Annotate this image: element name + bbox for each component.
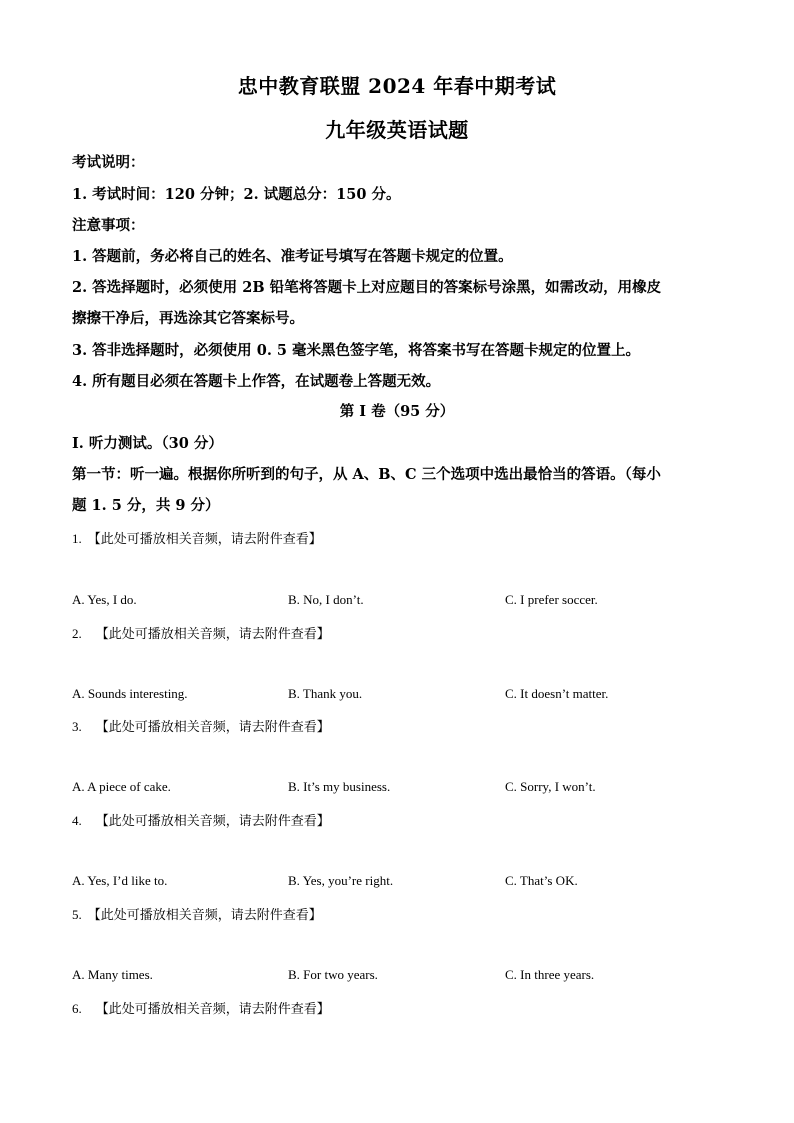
option-b: B. Thank you. (288, 686, 363, 701)
option-c: C. In three years. (505, 967, 595, 982)
option-b: B. It’s my business. (288, 779, 391, 794)
audio-placeholder: 【此处可播放相关音频，请去附件查看】 (95, 626, 330, 641)
exam-instructions-heading: 考试说明： (72, 154, 145, 171)
note-2-line-1: 2. 答选择题时，必须使用 2B 铅笔将答题卡上对应题目的答案标号涂黑，如需改动，用橡皮 (72, 279, 662, 296)
option-c: C. It doesn’t matter. (505, 686, 609, 701)
note-1: 1. 答题前，务必将自己的姓名、准考证号填写在答题卡规定的位置。 (72, 248, 513, 265)
option-a: A. Yes, I’d like to. (72, 873, 168, 888)
question-3-options (72, 779, 722, 799)
question-number: 3. (72, 719, 82, 734)
note-2-line-2: 擦擦干净后，再选涂其它答案标号。 (72, 310, 304, 327)
option-a: A. Yes, I do. (72, 592, 137, 607)
audio-placeholder: 【此处可播放相关音频，请去附件查看】 (95, 813, 330, 828)
part-1-heading: 第 I 卷（95 分） (339, 403, 455, 420)
audio-placeholder: 【此处可播放相关音频，请去附件查看】 (87, 531, 322, 546)
question-5-prompt (72, 904, 322, 923)
audio-placeholder: 【此处可播放相关音频，请去附件查看】 (95, 719, 330, 734)
audio-placeholder: 【此处可播放相关音频，请去附件查看】 (95, 1001, 330, 1016)
question-number: 4. (72, 813, 82, 828)
exam-subtitle: 九年级英语试题 (325, 118, 469, 142)
option-c: C. That’s OK. (505, 873, 578, 888)
question-2-prompt (72, 623, 330, 642)
section-1-instructions-line-1: 第一节：听一遍。根据你所听到的句子，从 A、B、C 三个选项中选出最恰当的答语。（每小 (72, 466, 661, 483)
question-3-prompt (72, 716, 330, 735)
option-b: B. Yes, you’re right. (288, 873, 394, 888)
question-4-prompt (72, 810, 330, 829)
question-number: 6. (72, 1001, 82, 1016)
note-3: 3. 答非选择题时，必须使用 0. 5 毫米黑色签字笔，将答案书写在答题卡规定的位置上。 (72, 342, 641, 359)
option-a: A. Many times. (72, 967, 153, 982)
question-number: 2. (72, 626, 82, 641)
option-c: C. Sorry, I won’t. (505, 779, 596, 794)
question-5-options (72, 967, 722, 987)
note-4: 4. 所有题目必须在答题卡上作答，在试题卷上答题无效。 (72, 373, 441, 390)
question-number: 1. (72, 531, 82, 546)
question-1-prompt (72, 528, 322, 547)
option-b: B. No, I don’t. (288, 592, 364, 607)
option-b: B. For two years. (288, 967, 378, 982)
exam-time-info: 1. 考试时间：120 分钟；2. 试题总分：150 分。 (72, 186, 401, 203)
option-a: A. A piece of cake. (72, 779, 171, 794)
listening-section-title: I. 听力测试。（30 分） (72, 435, 223, 452)
option-a: A. Sounds interesting. (72, 686, 188, 701)
audio-placeholder: 【此处可播放相关音频，请去附件查看】 (87, 907, 322, 922)
question-1-options (72, 592, 722, 612)
question-6-prompt (72, 998, 330, 1017)
notes-heading: 注意事项： (72, 217, 145, 234)
question-4-options (72, 873, 722, 893)
question-number: 5. (72, 907, 82, 922)
question-2-options (72, 686, 722, 706)
section-1-instructions-line-2: 题 1. 5 分，共 9 分） (72, 497, 220, 514)
exam-title: 忠中教育联盟 2024 年春中期考试 (237, 74, 557, 98)
option-c: C. I prefer soccer. (505, 592, 598, 607)
